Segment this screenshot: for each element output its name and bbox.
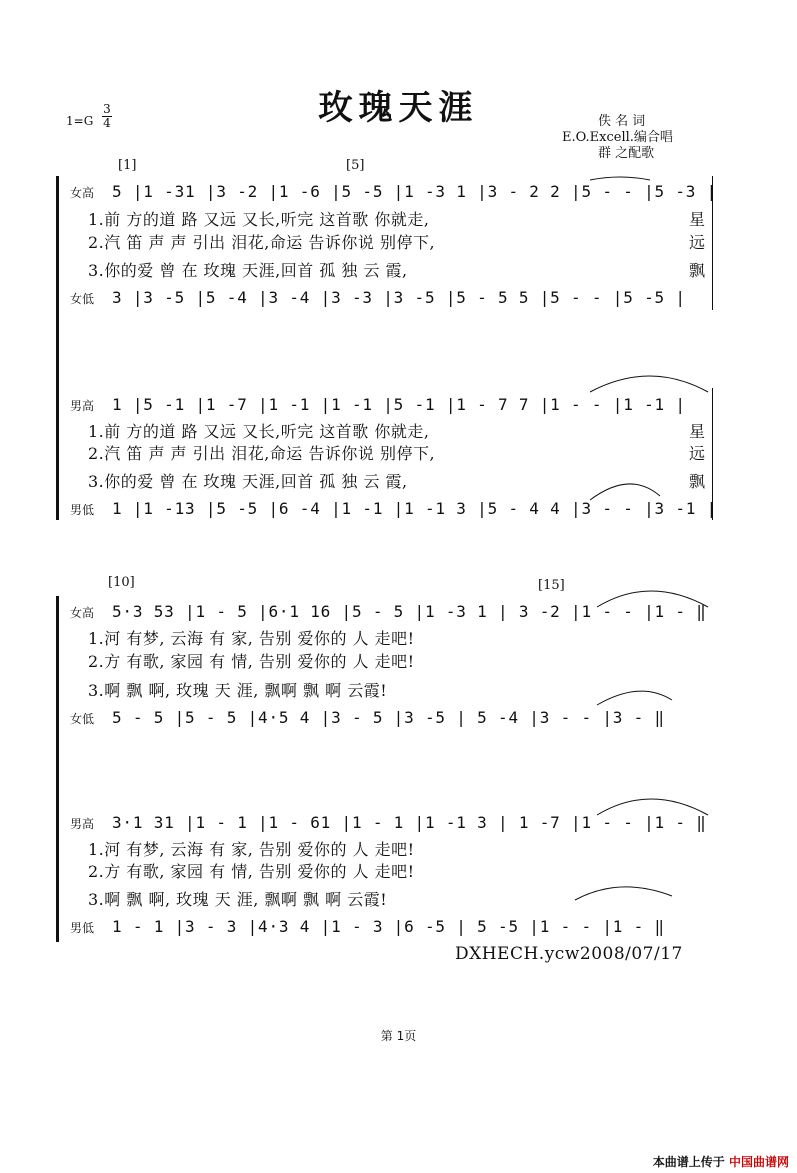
voice-label: 女低 <box>70 712 95 726</box>
notation-line: 1 - 1 |3 - 3 |4·3 4 |1 - 3 |6 -5 | 5 -5 |1 - - |1 - ‖ <box>112 917 665 936</box>
lyric-text: 2.汽 笛 声 声 引出 泪花,命运 告诉你说 别停下, <box>88 233 436 252</box>
slur-mark <box>590 177 650 180</box>
lyric-text: 3.啊 飘 啊, 玫瑰 天 涯, 飘啊 飘 啊 云霞! <box>88 890 388 909</box>
lyric-text: 2.方 有歌, 家园 有 情, 告别 爱你的 人 走吧! <box>88 652 415 671</box>
site-logo[interactable]: 中国曲谱网 <box>728 1155 789 1169</box>
voice-label: 男高 <box>70 817 95 831</box>
notation-line: 5 - 5 |5 - 5 |4·5 4 |3 - 5 |3 -5 | 5 -4 |3 - - |3 - ‖ <box>112 708 665 727</box>
measure-mark-5: [5] <box>346 158 365 173</box>
transcriber-signature: DXHECH.ycw2008/07/17 <box>455 944 683 964</box>
notation-line: 1 |1 -13 |5 -5 |6 -4 |1 -1 |1 -1 3 |5 - 4 4 |3 - - |3 -1 | <box>112 499 718 518</box>
slur-mark <box>597 799 708 815</box>
measure-mark-10: [10] <box>108 575 135 590</box>
slur-mark <box>590 376 708 392</box>
voice-label: 女高 <box>70 186 95 200</box>
lyric-text: 1.河 有梦, 云海 有 家, 告别 爱你的 人 走吧! <box>88 840 415 859</box>
lyric-end: 飘 <box>688 472 705 491</box>
lyric-end: 远 <box>688 233 705 252</box>
lyric-end: 飘 <box>688 261 705 280</box>
lyric-text: 1.前 方的道 路 又远 又长,听完 这首歌 你就走, <box>88 422 430 441</box>
notation-line: 1 |5 -1 |1 -7 |1 -1 |1 -1 |5 -1 |1 - 7 7 |1 - - |1 -1 | <box>112 395 686 414</box>
slur-mark <box>575 887 672 900</box>
voice-label: 男低 <box>70 921 95 935</box>
measure-mark-1: [1] <box>118 158 137 173</box>
lyric-end: 星 <box>688 210 705 229</box>
lyric-text: 3.啊 飘 啊, 玫瑰 天 涯, 飘啊 飘 啊 云霞! <box>88 681 388 700</box>
page-number: 第 1页 <box>380 1029 417 1043</box>
notation-line: 5·3 53 |1 - 5 |6·1 16 |5 - 5 |1 -3 1 | 3 -2 |1 - - |1 - ‖ <box>112 602 707 621</box>
upload-note <box>653 1153 789 1170</box>
lyric-end: 星 <box>688 422 705 441</box>
voice-label: 男高 <box>70 399 95 413</box>
slur-mark <box>597 591 708 607</box>
notation-line: 5 |1 -31 |3 -2 |1 -6 |5 -5 |1 -3 1 |3 - 2 2 |5 - - |5 -3 | <box>112 182 718 201</box>
slur-mark <box>590 484 660 500</box>
voice-label: 女高 <box>70 606 95 620</box>
lyric-text: 3.你的爱 曾 在 玫瑰 天涯,回首 孤 独 云 霞, <box>88 261 408 280</box>
measure-mark-15: [15] <box>538 578 565 593</box>
time-signature-bottom: 4 <box>103 116 111 130</box>
voice-label: 男低 <box>70 503 95 517</box>
lyric-text: 1.河 有梦, 云海 有 家, 告别 爱你的 人 走吧! <box>88 629 415 648</box>
lyric-text: 1.前 方的道 路 又远 又长,听完 这首歌 你就走, <box>88 210 430 229</box>
notation-line: 3·1 31 |1 - 1 |1 - 61 |1 - 1 |1 -1 3 | 1 -7 |1 - - |1 - ‖ <box>112 813 707 832</box>
upload-prefix: 本曲谱上传于 <box>652 1155 725 1169</box>
key-signature: 1=G <box>66 114 94 128</box>
credit-arranger: E.O.Excell.编合唱 <box>562 130 673 145</box>
slur-mark <box>597 691 672 705</box>
lyric-end: 远 <box>688 444 705 463</box>
credit-composer: 群 之配歌 <box>598 146 655 161</box>
voice-label: 女低 <box>70 292 95 306</box>
song-title: 玫瑰天涯 <box>318 88 479 128</box>
time-signature-top: 3 <box>103 102 111 116</box>
lyric-text: 2.汽 笛 声 声 引出 泪花,命运 告诉你说 别停下, <box>88 444 436 463</box>
credit-lyricist: 佚 名 词 <box>598 114 646 129</box>
lyric-text: 3.你的爱 曾 在 玫瑰 天涯,回首 孤 独 云 霞, <box>88 472 408 491</box>
lyric-text: 2.方 有歌, 家园 有 情, 告别 爱你的 人 走吧! <box>88 862 415 881</box>
notation-line: 3 |3 -5 |5 -4 |3 -4 |3 -3 |3 -5 |5 - 5 5 |5 - - |5 -5 | <box>112 288 686 307</box>
